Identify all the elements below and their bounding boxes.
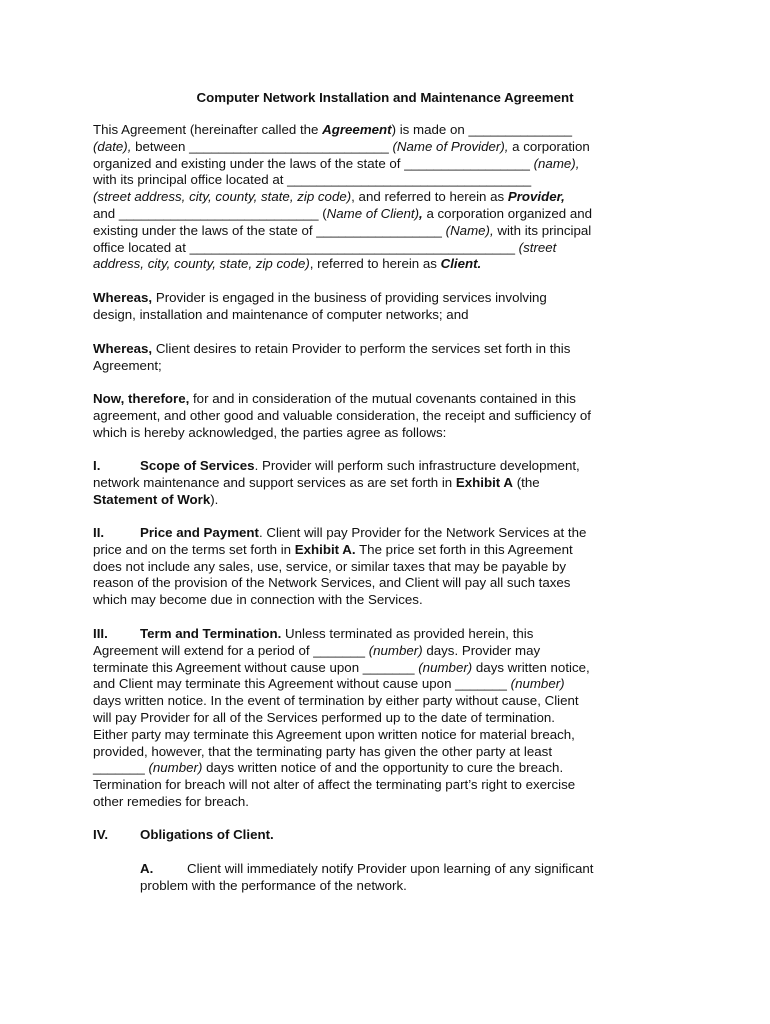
item-letter: A. [140, 861, 154, 876]
obligation-item-a: A. Client will immediately notify Provider upon learning of any significant problem with the performance of the network. [140, 861, 594, 893]
whereas-client-paragraph: Whereas, Client desires to retain Provider to perform the services set forth in this Agreement; [93, 341, 571, 373]
section-heading: Obligations of Client. [140, 827, 274, 842]
whereas-provider-paragraph: Whereas, Provider is engaged in the business of providing services involving design, installation and maintenance of computer networks; and [93, 290, 547, 322]
section-heading: Price and Payment [140, 525, 259, 540]
section-number: I. [93, 458, 101, 473]
section-number: IV. [93, 827, 109, 842]
now-therefore-paragraph: Now, therefore, for and in consideration of the mutual covenants contained in this agreement, and other good and valuable consideration, the receipt and sufficiency of which is hereby acknowledged, the parties agree as follows: [93, 391, 591, 440]
intro-paragraph: This Agreement (hereinafter called the Agreement) is made on ______________ (date), between ___________________________ (Name of Provider), a corporation organized and existing under the laws of the state of _________________ (name), with its principal office located at _________________________________ (street address, city, county, state, zip code), and referred to herein as Provider, and ___________________________ (Name of Client), a corporation organized and existing under the laws of the state of _________________ (Name), with its principal office located at ____________________________________________ (street address, city, county, state, zip code), referred to herein as Client. [93, 122, 593, 272]
section-term-and-termination: III. Term and Termination. Unless terminated as provided herein, this Agreement will extend for a period of _______ (number) days. Provider may terminate this Agreement without cause upon _______ (number) days written notice, and Client may terminate this Agreement without cause upon _______ (number) days written notice. In the event of termination by either party without cause, Client will pay Provider for all of the Services performed up to the date of termination. Either party may terminate this Agreement upon written notice for material breach, provided, however, that the terminating party has given the other party at least _______ (number) days written notice of and the opportunity to cure the breach. Termination for breach will not alter of affect the terminating part’s right to exercise other remedies for breach. [93, 626, 590, 809]
section-heading: Scope of Services [140, 458, 255, 473]
section-number: II. [93, 525, 105, 540]
document-title: Computer Network Installation and Maintenance Agreement [196, 90, 574, 105]
section-number: III. [93, 626, 108, 641]
section-obligations-of-client [93, 827, 678, 844]
section-scope-of-services: I. Scope of Services. Provider will perform such infrastructure development, network maintenance and support services as are set forth in Exhibit A (the Statement of Work). [93, 458, 580, 507]
section-price-and-payment: II. Price and Payment. Client will pay Provider for the Network Services at the price and on the terms set forth in Exhibit A. The price set forth in this Agreement does not include any sales, use, service, or similar taxes that may be payable by reason of the provision of the Network Services, and Client will pay all such taxes which may become due in connection with the Services. [93, 525, 587, 608]
section-heading: Term and Termination. [140, 626, 282, 641]
